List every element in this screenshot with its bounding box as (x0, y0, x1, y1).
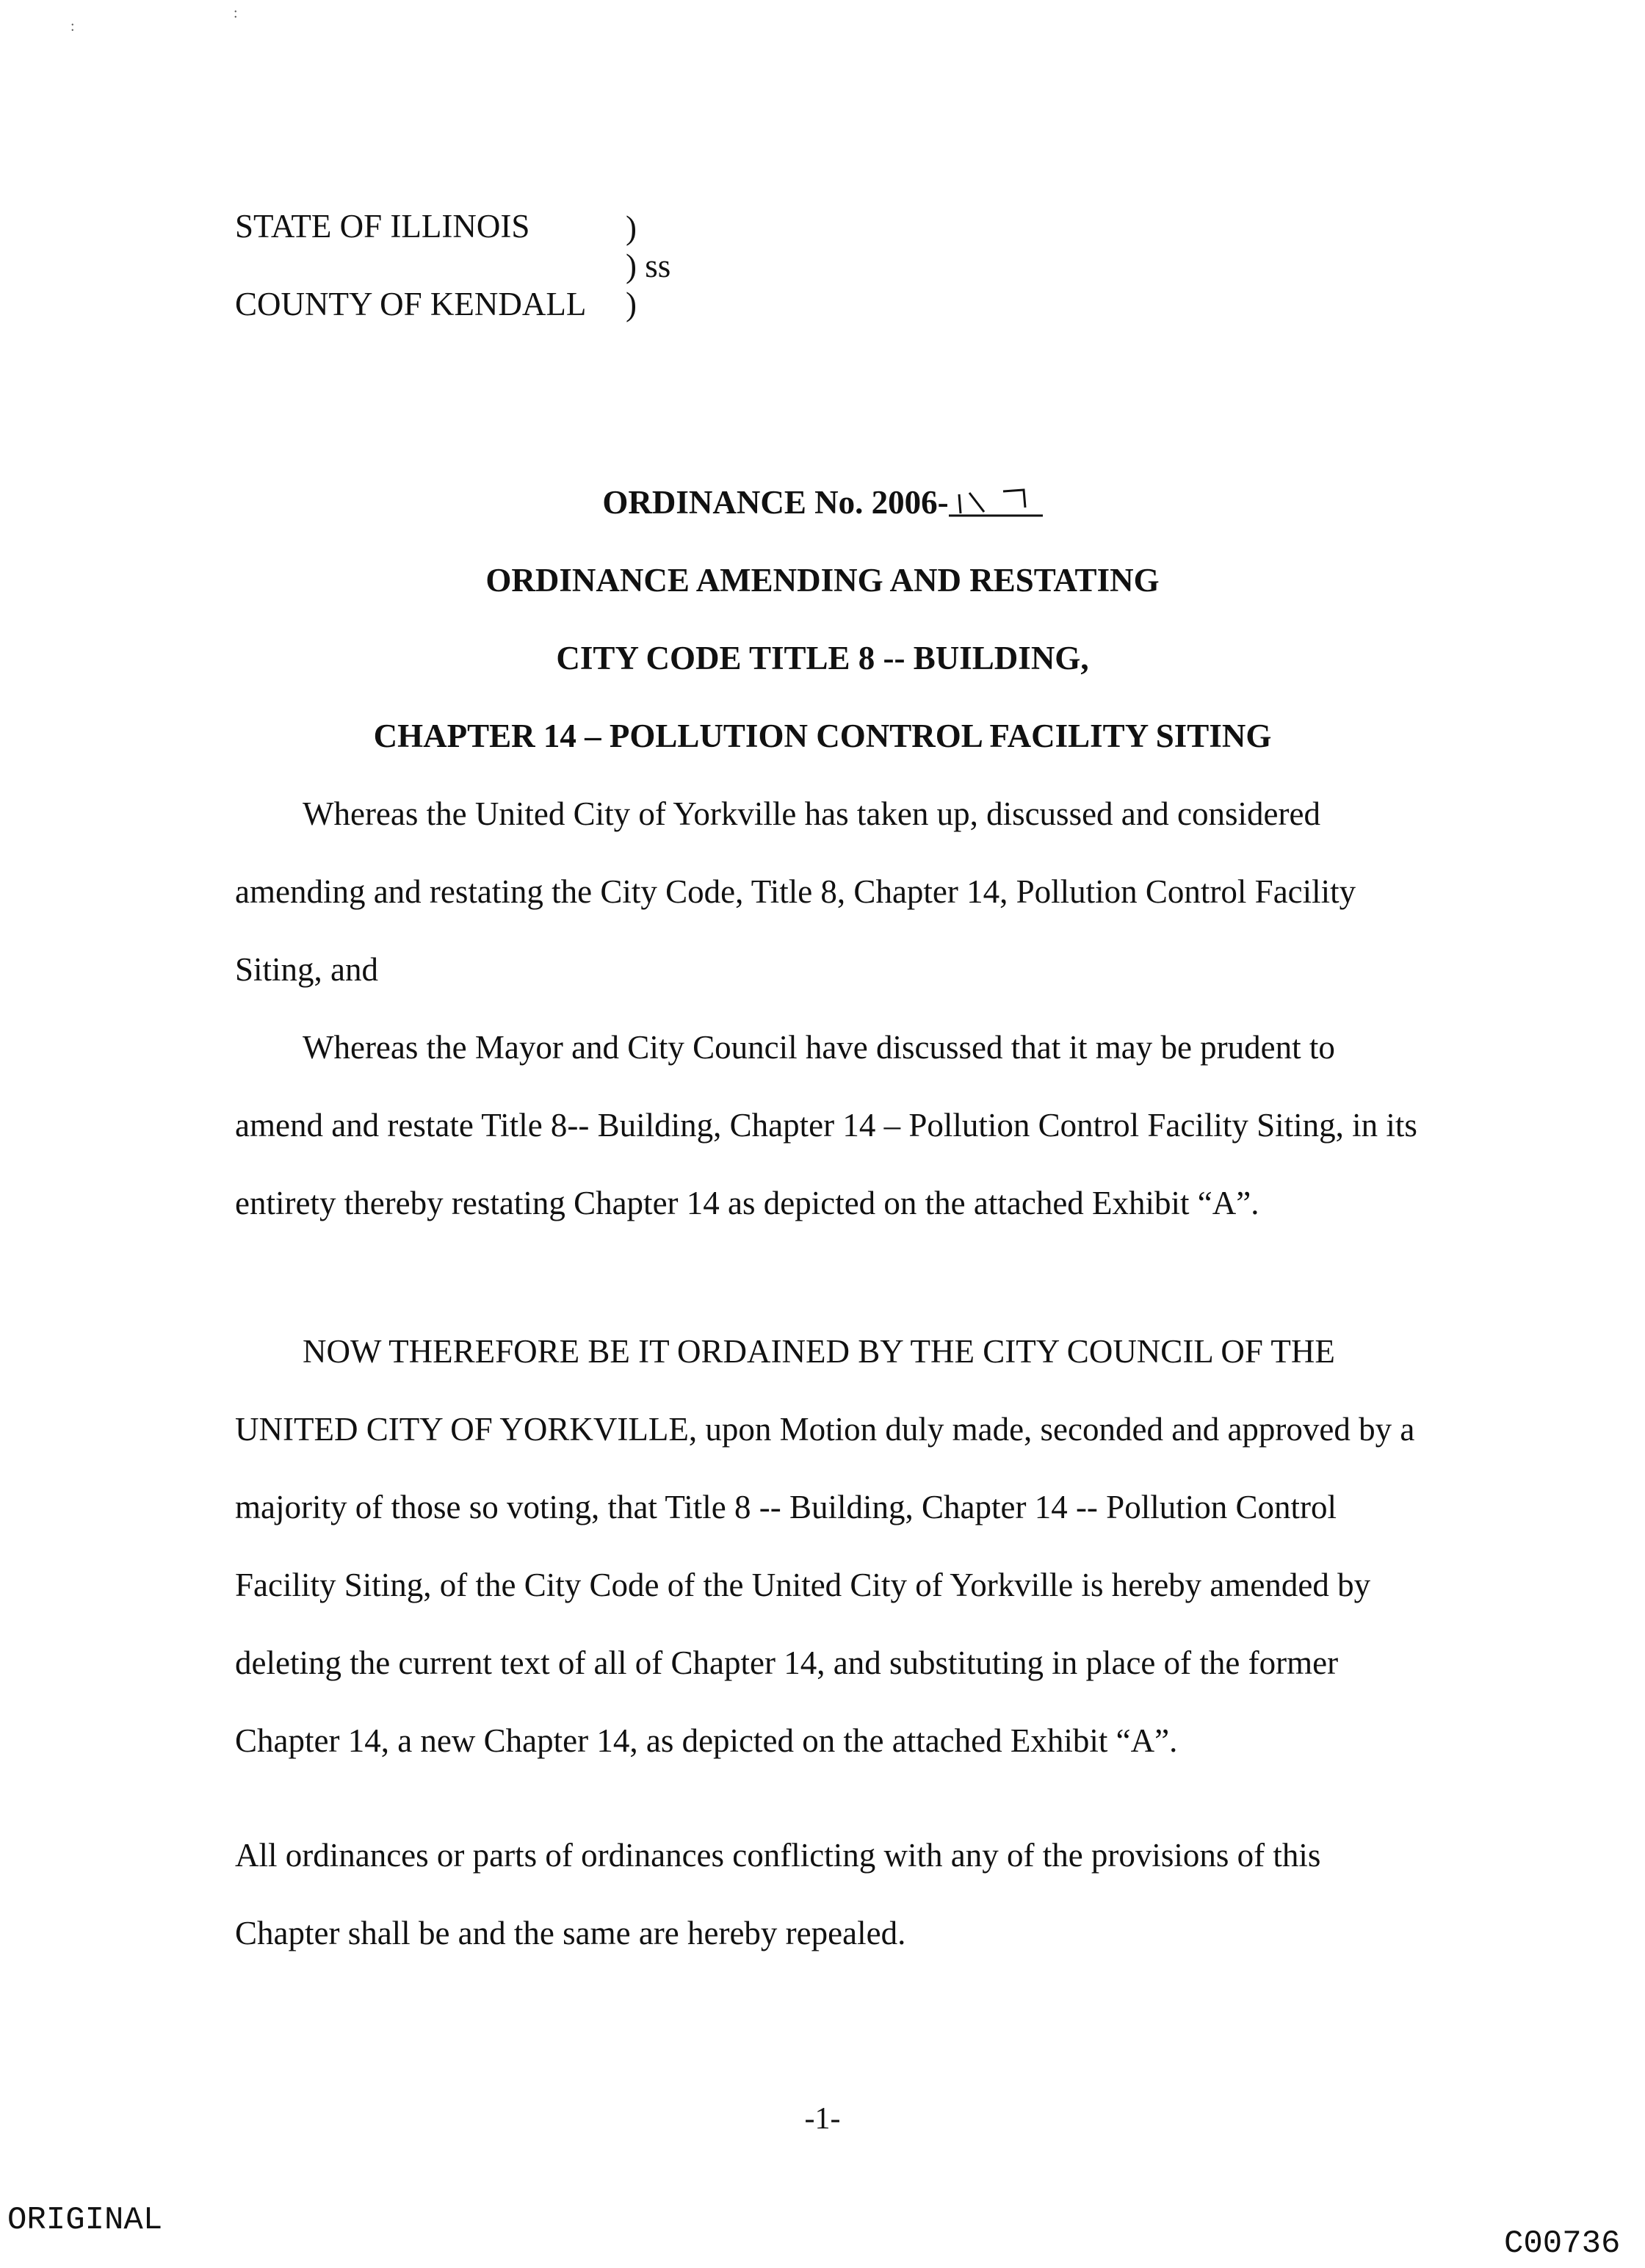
page-number: -1- (804, 2102, 841, 2136)
paragraph-line: Facility Siting, of the City Code of the United City of Yorkville is hereby amended by (235, 1567, 1371, 1603)
ordinance-number-prefix: ORDINANCE No. 2006- (602, 484, 949, 521)
paragraph-line: Whereas the Mayor and City Council have discussed that it may be prudent to (303, 1029, 1335, 1066)
paragraph-line: Siting, and (235, 951, 379, 988)
paragraph-line: amend and restate Title 8-- Building, Chapter 14 – Pollution Control Facility Siting, in its (235, 1107, 1417, 1144)
ordinance-title-line-1: ORDINANCE AMENDING AND RESTATING (485, 562, 1160, 599)
county-label: COUNTY OF KENDALL (235, 286, 587, 322)
paragraph-line: All ordinances or parts of ordinances conflicting with any of the provisions of this (235, 1837, 1321, 1874)
paragraph-line: Chapter 14, a new Chapter 14, as depicted on the attached Exhibit “A”. (235, 1722, 1178, 1759)
ordinance-title-line-3: CHAPTER 14 – POLLUTION CONTROL FACILITY SITING (373, 718, 1272, 754)
state-label: STATE OF ILLINOIS (235, 208, 530, 245)
paragraph-line: Whereas the United City of Yorkville has taken up, discussed and considered (303, 795, 1320, 832)
scan-speck: : (70, 18, 75, 35)
handwritten-ordinance-number (949, 485, 1043, 518)
original-stamp: ORIGINAL (7, 2202, 163, 2239)
paragraph-line: deleting the current text of all of Chapter 14, and substituting in place of the former (235, 1644, 1339, 1681)
paragraph-line: Chapter shall be and the same are hereby repealed. (235, 1915, 906, 1951)
paragraph-line: UNITED CITY OF YORKVILLE, upon Motion duly made, seconded and approved by a (235, 1411, 1415, 1448)
venue-bracket-bottom: ) (626, 286, 637, 322)
paragraph-line: entirety thereby restating Chapter 14 as depicted on the attached Exhibit “A”. (235, 1185, 1259, 1221)
paragraph-line: amending and restating the City Code, Title 8, Chapter 14, Pollution Control Facility (235, 873, 1356, 910)
ordinance-title-line-2: CITY CODE TITLE 8 -- BUILDING, (556, 640, 1089, 676)
paragraph-line: NOW THEREFORE BE IT ORDAINED BY THE CITY COUNCIL OF THE (303, 1333, 1335, 1370)
venue-bracket-top: ) (626, 209, 637, 246)
paragraph-line: majority of those so voting, that Title 8 -- Building, Chapter 14 -- Pollution Control (235, 1489, 1337, 1525)
bates-number: C00736 (1504, 2225, 1621, 2262)
scan-speck: : (234, 5, 238, 21)
ordinance-number-line (0, 483, 1645, 522)
venue-bracket-ss: ) ss (626, 248, 671, 284)
